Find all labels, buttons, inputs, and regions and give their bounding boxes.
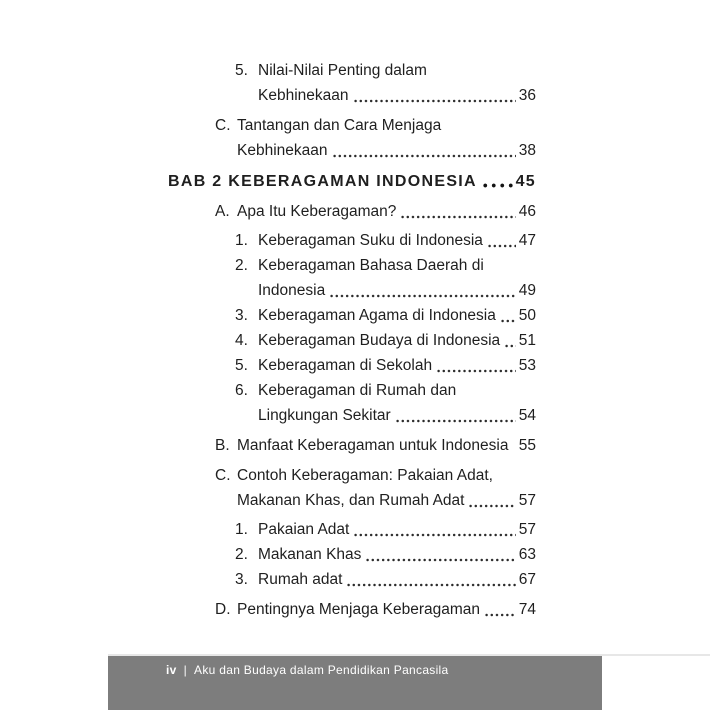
- entry-lastline: [258, 517, 536, 542]
- page-number-ref: 50: [518, 307, 536, 324]
- entry-title-text: Keberagaman Agama di Indonesia: [258, 307, 496, 324]
- entry-line: Tantangan dan Cara Menjaga: [237, 117, 442, 134]
- entry-title-text: Keberagaman Suku di Indonesia: [258, 232, 483, 249]
- page-number-ref: 54: [518, 407, 536, 424]
- entry-label: 3.: [235, 571, 248, 588]
- page-number-ref: 57: [518, 521, 536, 538]
- page-number-ref: 46: [518, 203, 536, 220]
- leader-dots: [484, 612, 516, 618]
- entry-lastline: [237, 597, 536, 622]
- entry-content: [258, 228, 536, 253]
- toc-entry: [168, 433, 536, 458]
- entry-lastline: [258, 542, 536, 567]
- entry-title-text: Kebhinekaan: [237, 142, 328, 159]
- footer-page-number: iv: [166, 663, 177, 677]
- toc: [168, 58, 536, 626]
- toc-entry: [168, 169, 536, 194]
- entry-lastline: [237, 433, 536, 458]
- entry-line: Keberagaman Bahasa Daerah di: [258, 257, 484, 274]
- entry-lastline: [258, 328, 536, 353]
- page-number-ref: 63: [518, 546, 536, 563]
- leader-dots: [329, 293, 516, 299]
- entry-content: [258, 58, 536, 108]
- footer-text: [108, 656, 602, 677]
- toc-entry: [168, 253, 536, 303]
- entry-label: 2.: [235, 257, 248, 274]
- page-number-ref: 74: [518, 601, 536, 618]
- page-number-ref: 47: [518, 232, 536, 249]
- footer-book-title: Aku dan Budaya dalam Pendidikan Pancasila: [194, 663, 449, 677]
- leader-dots: [365, 557, 515, 563]
- footer-separator: |: [183, 663, 188, 677]
- entry-label: A.: [215, 203, 230, 220]
- entry-lastline: [237, 199, 536, 224]
- leader-dots: [436, 368, 516, 374]
- entry-content: [258, 517, 536, 542]
- entry-line: Nilai-Nilai Penting dalam: [258, 62, 427, 79]
- page-number-ref: 67: [518, 571, 536, 588]
- entry-content: [258, 542, 536, 567]
- entry-title-text: Apa Itu Keberagaman?: [237, 203, 397, 220]
- page-number-ref: 45: [515, 173, 536, 190]
- entry-label: 5.: [235, 62, 248, 79]
- entry-lastline: [237, 138, 536, 163]
- page-number-ref: 57: [518, 492, 536, 509]
- entry-label: C.: [215, 467, 231, 484]
- entry-title-text: Kebhinekaan: [258, 87, 349, 104]
- leader-dots: [500, 318, 516, 324]
- entry-lastline: [258, 278, 536, 303]
- entry-title-text: Lingkungan Sekitar: [258, 407, 391, 424]
- entry-line: Keberagaman di Rumah dan: [258, 382, 457, 399]
- page-number-ref: 51: [518, 332, 536, 349]
- entry-lastline: [258, 83, 536, 108]
- entry-content: [258, 303, 536, 328]
- leader-dots: [353, 532, 515, 538]
- toc-entry: [168, 517, 536, 542]
- toc-entry: [168, 542, 536, 567]
- entry-label: 4.: [235, 332, 248, 349]
- entry-title-text: Indonesia: [258, 282, 326, 299]
- leader-dots: [512, 448, 515, 454]
- entry-label: D.: [215, 601, 231, 618]
- leader-dots: [400, 214, 515, 220]
- leader-dots: [346, 582, 515, 588]
- entry-title-text: Manfaat Keberagaman untuk Indonesia: [237, 437, 509, 454]
- page-number-ref: 55: [518, 437, 536, 454]
- leader-dots: [487, 243, 516, 249]
- entry-content: [237, 433, 536, 458]
- page-number-ref: 49: [518, 282, 536, 299]
- leader-dots: [332, 153, 516, 159]
- entry-lastline: [258, 403, 536, 428]
- entry-title-text: Keberagaman di Sekolah: [258, 357, 433, 374]
- entry-label: C.: [215, 117, 231, 134]
- entry-title-text: BAB 2 KEBERAGAMAN INDONESIA: [168, 173, 477, 190]
- entry-lastline: [168, 169, 536, 194]
- leader-dots: [395, 418, 516, 424]
- toc-entry: [168, 353, 536, 378]
- toc-entry: [168, 58, 536, 108]
- entry-content: [258, 567, 536, 592]
- entry-label: B.: [215, 437, 230, 454]
- entry-label: 3.: [235, 307, 248, 324]
- toc-entry: [168, 567, 536, 592]
- leader-dots: [481, 182, 513, 189]
- entry-content: [237, 463, 536, 513]
- toc-entry: [168, 328, 536, 353]
- page-number-ref: 36: [518, 87, 536, 104]
- entry-title-text: Keberagaman Budaya di Indonesia: [258, 332, 501, 349]
- entry-title-text: Pentingnya Menjaga Keberagaman: [237, 601, 481, 618]
- page-number-ref: 53: [518, 357, 536, 374]
- entry-title-text: Rumah adat: [258, 571, 343, 588]
- entry-label: 1.: [235, 232, 248, 249]
- entry-title-text: Makanan Khas, dan Rumah Adat: [237, 492, 465, 509]
- entry-label: 6.: [235, 382, 248, 399]
- toc-entry: [168, 199, 536, 224]
- entry-content: [258, 353, 536, 378]
- leader-dots: [353, 98, 516, 104]
- toc-entry: [168, 597, 536, 622]
- entry-content: [237, 597, 536, 622]
- entry-lastline: [258, 303, 536, 328]
- page-number-ref: 38: [518, 142, 536, 159]
- toc-entry: [168, 463, 536, 513]
- entry-content: [237, 199, 536, 224]
- entry-label: 2.: [235, 546, 248, 563]
- entry-content: [237, 113, 536, 163]
- entry-title-text: Pakaian Adat: [258, 521, 350, 538]
- entry-line: Contoh Keberagaman: Pakaian Adat,: [237, 467, 493, 484]
- entry-content: [258, 253, 536, 303]
- entry-content: [258, 378, 536, 428]
- entry-content: [168, 169, 536, 194]
- entry-lastline: [258, 353, 536, 378]
- leader-dots: [504, 343, 516, 349]
- footer-bar: [108, 656, 602, 710]
- entry-label: 5.: [235, 357, 248, 374]
- entry-lastline: [258, 228, 536, 253]
- toc-entry: [168, 228, 536, 253]
- entry-lastline: [258, 567, 536, 592]
- toc-entry: [168, 303, 536, 328]
- entry-label: 1.: [235, 521, 248, 538]
- toc-entry: [168, 378, 536, 428]
- leader-dots: [468, 503, 515, 509]
- entry-content: [258, 328, 536, 353]
- entry-lastline: [237, 488, 536, 513]
- entry-title-text: Makanan Khas: [258, 546, 362, 563]
- toc-entry: [168, 113, 536, 163]
